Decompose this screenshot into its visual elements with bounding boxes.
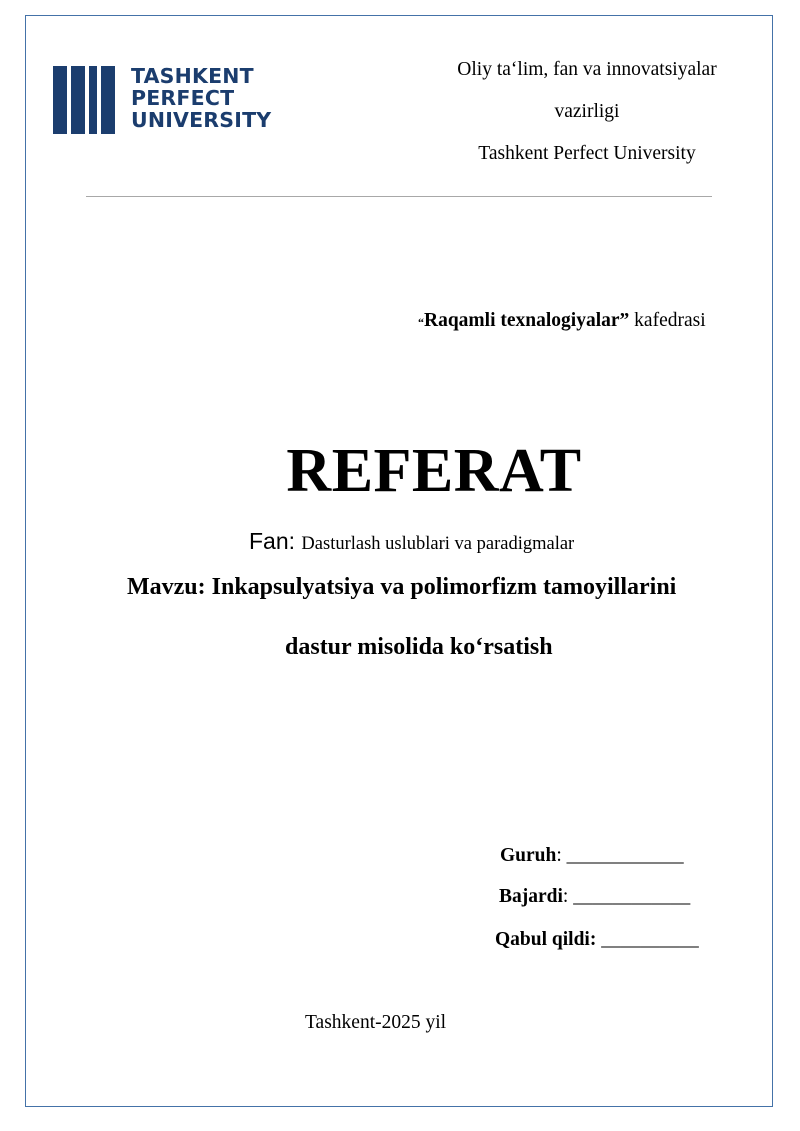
- subject-value: Dasturlash uslublari va paradigmalar: [301, 534, 575, 554]
- department-name: [418, 310, 706, 332]
- university-name: Tashkent Perfect University: [478, 143, 696, 164]
- group-blank: ____________: [566, 845, 684, 866]
- author-separator: :: [562, 886, 574, 907]
- author-label: Bajardi: [499, 886, 563, 907]
- subject-line: [249, 528, 574, 555]
- department-suffix: kafedrasi: [629, 310, 706, 331]
- document-title: REFERAT: [286, 437, 582, 505]
- topic-line-2: dastur misolida ko‘rsatish: [285, 634, 553, 660]
- ministry-line-1: Oliy ta‘lim, fan va innovatsiyalar: [457, 59, 717, 80]
- author-blank: ____________: [573, 886, 691, 907]
- author-field: [499, 886, 690, 908]
- logo-line-2: PERFECT: [131, 86, 235, 110]
- topic-line-1: Mavzu: Inkapsulyatsiya va polimorfizm tamoyillarini: [127, 574, 677, 600]
- header-divider: [86, 196, 712, 197]
- accepted-by-blank: __________: [601, 929, 699, 950]
- accepted-by-field: [495, 929, 699, 951]
- logo-mark-icon: [53, 66, 115, 134]
- group-separator: :: [556, 845, 567, 866]
- logo-wordmark: [131, 65, 271, 131]
- accepted-by-label: Qabul qildi:: [495, 929, 602, 950]
- group-field: [500, 845, 684, 867]
- logo-line-3: UNIVERSITY: [131, 108, 272, 132]
- ministry-line-2: vazirligi: [554, 101, 620, 122]
- department-title: Raqamli texnalogiyalar”: [424, 310, 630, 331]
- footer-city-year: Tashkent-2025 yil: [305, 1012, 447, 1033]
- department-quote-open: “: [418, 315, 424, 329]
- logo-line-1: TASHKENT: [131, 64, 254, 88]
- university-logo: [53, 66, 271, 134]
- group-label: Guruh: [500, 845, 557, 866]
- subject-label: Fan:: [249, 528, 302, 554]
